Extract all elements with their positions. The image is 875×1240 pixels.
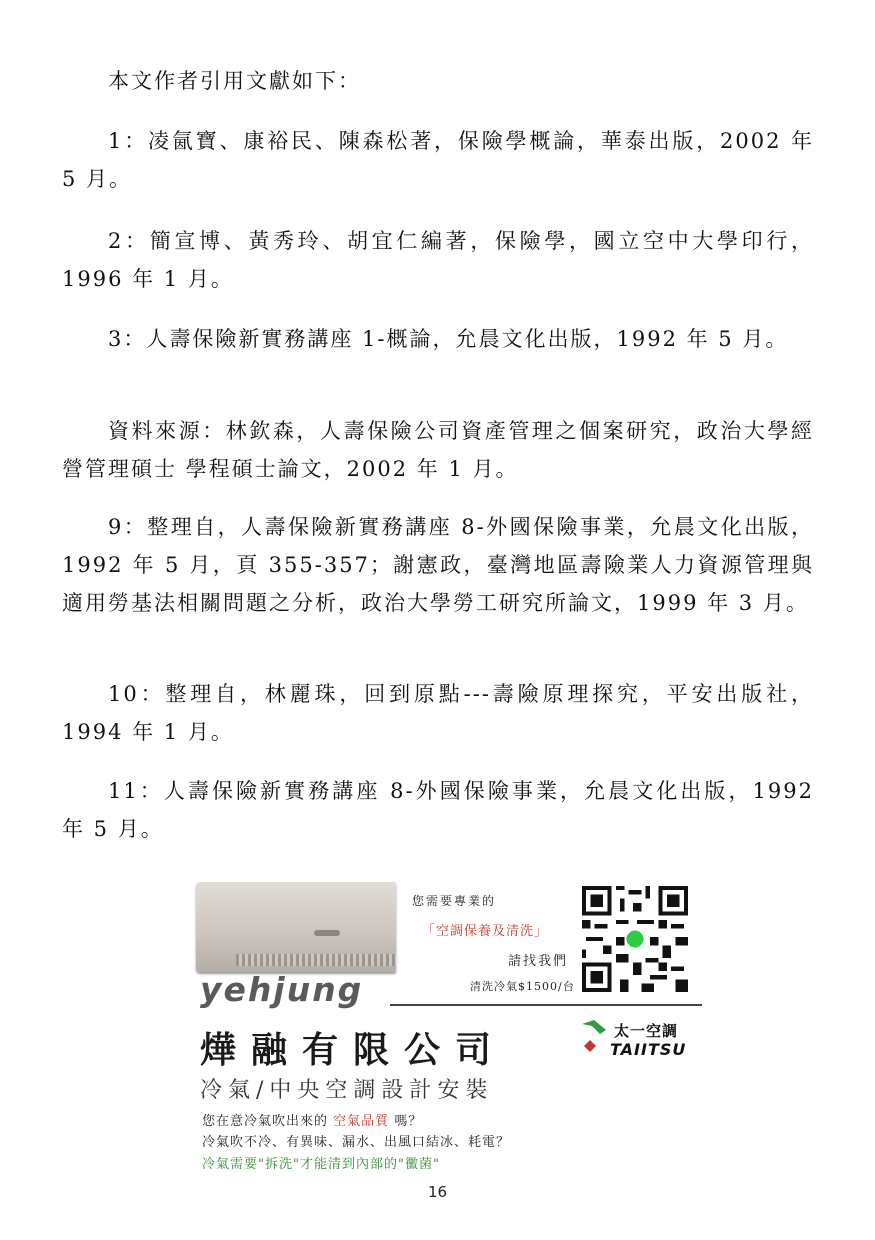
reference-10	[62, 675, 814, 751]
advertisement	[190, 872, 705, 1172]
q1-pre: 您在意冷氣吹出來的	[202, 1114, 329, 1129]
ac-logo-mark	[314, 930, 340, 936]
reference-11	[62, 772, 814, 848]
reference-9-text: 9：整理自，人壽保險新實務講座 8-外國保險事業，允晨文化出版，1992 年 5 月，頁 355-357；謝憲政，臺灣地區壽險業人力資源管理與適用勞基法相關問題之分析，政治大學勞工研究所論文，1999 年 3 月。	[62, 515, 814, 615]
ac-body	[196, 882, 396, 972]
company-services: 冷氣/中央空調設計安裝	[200, 1078, 494, 1103]
q1-post: 嗎？	[394, 1114, 423, 1129]
ad-question-3: 冷氣需要"拆洗"才能清到內部的"黴菌"	[202, 1157, 440, 1172]
ad-price: 清洗冷氣$1500/台	[470, 980, 575, 993]
ad-question-2: 冷氣吹不冷、有異味、漏水、出風口結冰、耗電？	[202, 1135, 511, 1150]
qr-code-icon	[582, 886, 688, 992]
company-name: 燁融有限公司	[200, 1029, 507, 1071]
q1-highlight: 空氣品質	[333, 1114, 390, 1129]
reference-3-text: 3：人壽保險新實務講座 1-概論，允晨文化出版，1992 年 5 月。	[108, 327, 789, 351]
reference-3	[62, 320, 814, 358]
ad-need-text: 您需要專業的	[412, 894, 497, 908]
reference-2	[62, 222, 814, 298]
reference-11-text: 11：人壽保險新實務講座 8-外國保險事業，允晨文化出版，1992 年 5 月。	[62, 779, 814, 841]
ad-question-1	[202, 1110, 422, 1129]
reference-1	[62, 122, 814, 198]
reference-10-text: 10：整理自，林麗珠，回到原點---壽險原理探究，平安出版社，1994 年 1 月。	[62, 682, 814, 744]
taiitsu-chinese: 太一空調	[614, 1022, 679, 1040]
ad-divider	[390, 1004, 702, 1006]
intro-paragraph	[62, 62, 814, 100]
reference-1-text: 1：凌氤寶、康裕民、陳森松著，保險學概論，華泰出版，2002 年 5 月。	[62, 129, 814, 191]
page-number: 16	[427, 1183, 448, 1201]
reference-9	[62, 508, 814, 622]
reference-2-text: 2：簡宣博、黃秀玲、胡宜仁編著，保險學，國立空中大學印行，1996 年 1 月。	[62, 229, 814, 291]
taiitsu-mark-icon	[580, 1018, 614, 1058]
source-note-text: 資料來源：林欽森，人壽保險公司資產管理之個案研究，政治大學經營管理碩士 學程碩士論文，2002 年 1 月。	[62, 419, 814, 481]
taiitsu-english: TAIITSU	[610, 1040, 687, 1059]
source-note	[62, 412, 814, 488]
ad-find-us: 請找我們	[508, 954, 569, 969]
ad-service-highlight: 「空調保養及清洗」	[422, 924, 549, 939]
brand-logo-text: yehjung	[200, 970, 364, 1009]
taiitsu-logo	[580, 1016, 700, 1062]
ac-vent	[236, 954, 396, 966]
intro-text: 本文作者引用文獻如下：	[108, 69, 361, 93]
